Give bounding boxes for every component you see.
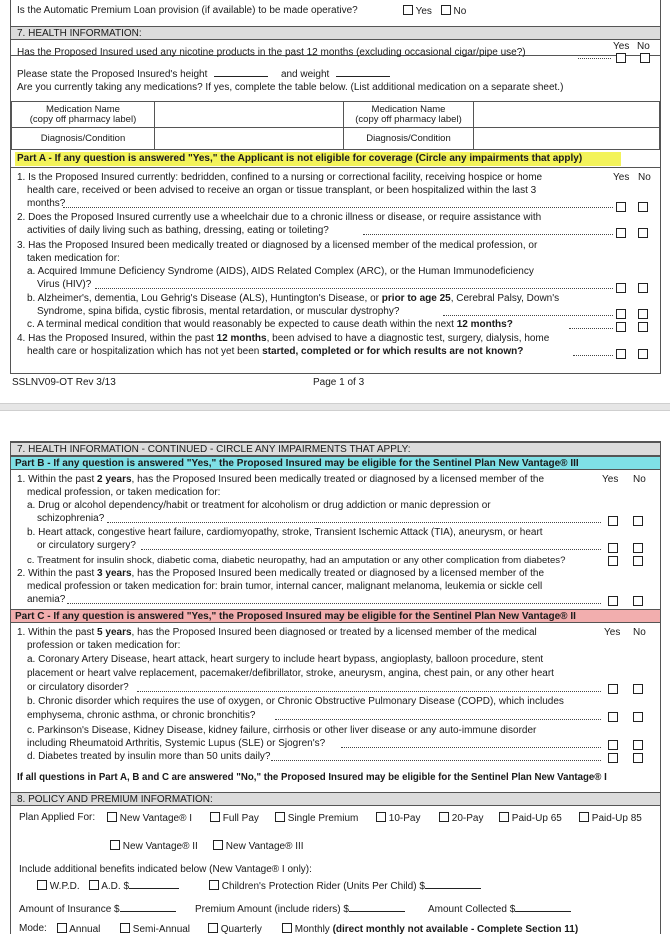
part-a-q4-yes-checkbox[interactable]	[616, 349, 626, 359]
apl-yes-label: Yes	[415, 6, 432, 17]
weight-field[interactable]	[336, 68, 390, 77]
diagnosis-cell-2[interactable]	[474, 128, 660, 150]
mode-semi-annual-checkbox[interactable]	[120, 923, 130, 933]
plan-nv3-checkbox[interactable]	[213, 840, 223, 850]
part-a-q2-line2: activities of daily living such as bathing, dressing, eating or toileting?	[27, 225, 329, 236]
part-c-yes-label: Yes	[604, 627, 621, 638]
part-b-q2-no-checkbox[interactable]	[633, 596, 643, 606]
height-label: Please state the Proposed Insured's height	[17, 69, 208, 80]
nicotine-no-checkbox[interactable]	[640, 53, 650, 63]
cpr-checkbox[interactable]	[209, 880, 219, 890]
part-b-q1c-yes-checkbox[interactable]	[608, 556, 618, 566]
additional-benefits-label: Include additional benefits indicated below (New Vantage® I only):	[19, 864, 312, 875]
height-weight-row	[17, 68, 390, 82]
plan-single-premium-checkbox[interactable]	[275, 812, 285, 822]
part-c-qd-yes-checkbox[interactable]	[608, 753, 618, 763]
mode-quarterly-checkbox[interactable]	[208, 923, 218, 933]
section-7-continued-header: 7. HEALTH INFORMATION - CONTINUED - CIRCLE ANY IMPAIRMENTS THAT APPLY:	[11, 442, 660, 456]
part-a-q4-no-checkbox[interactable]	[638, 349, 648, 359]
nicotine-question: Has the Proposed Insured used any nicotine products in the past 12 months (excluding occasional cigar/pipe use?)	[17, 47, 526, 58]
ad-checkbox[interactable]	[89, 880, 99, 890]
part-a-yes-label: Yes	[613, 172, 630, 183]
apl-no-checkbox[interactable]	[441, 5, 451, 15]
medications-question: Are you currently taking any medications? If yes, complete the table below. (List additional medication on a separate sheet.)	[17, 82, 564, 93]
part-c-qd: d. Diabetes treated by insulin more than 50 units daily?	[27, 751, 271, 762]
mode-label: Mode:	[19, 923, 47, 934]
part-c-qb-no-checkbox[interactable]	[633, 712, 643, 722]
part-a-q2-no-checkbox[interactable]	[638, 228, 648, 238]
part-b-q1a-line2: schizophrenia?	[37, 513, 105, 524]
part-c-qc-no-checkbox[interactable]	[633, 740, 643, 750]
part-c-q1-line2: profession or taken medication for:	[27, 640, 181, 651]
part-b-q2-line1: 2. Within the past 3 years, has the Proposed Insured been medically treated or diagnosed by a licensed member of the	[17, 568, 545, 579]
part-c-qc-line2: including Rheumatoid Arthritis, Systemic Lupus (SLE) or Sjogren's?	[27, 738, 326, 749]
part-b-q1b-no-checkbox[interactable]	[633, 543, 643, 553]
part-a-q3a-yes-checkbox[interactable]	[616, 283, 626, 293]
part-a-q3c: c. A terminal medical condition that would reasonably be expected to cause death within the next 12 months?	[27, 319, 513, 330]
form-id: SSLNV09-OT Rev 3/13	[12, 377, 116, 388]
part-a-q2-yes-checkbox[interactable]	[616, 228, 626, 238]
plan-applied-label: Plan Applied For:	[19, 812, 96, 823]
nicotine-yes-checkbox[interactable]	[616, 53, 626, 63]
part-b-q1-line1: 1. Within the past 2 years, has the Proposed Insured been medically treated or diagnosed by a licensed member of the	[17, 474, 545, 485]
part-b-q2-yes-checkbox[interactable]	[608, 596, 618, 606]
part-c-qa-line3: or circulatory disorder?	[27, 682, 129, 693]
part-a-q3c-yes-checkbox[interactable]	[616, 322, 626, 332]
part-a-q3b-yes-checkbox[interactable]	[616, 309, 626, 319]
part-b-q1a-yes-checkbox[interactable]	[608, 516, 618, 526]
part-a-q1-line3: months?	[27, 198, 66, 209]
apl-yes-checkbox[interactable]	[403, 5, 413, 15]
part-b-q1a-no-checkbox[interactable]	[633, 516, 643, 526]
weight-label: and weight	[280, 69, 330, 80]
part-b-q1c-no-checkbox[interactable]	[633, 556, 643, 566]
part-b-q1b-yes-checkbox[interactable]	[608, 543, 618, 553]
mode-monthly-checkbox[interactable]	[282, 923, 292, 933]
wpd-checkbox[interactable]	[37, 880, 47, 890]
part-b-q1b-line2: or circulatory surgery?	[37, 540, 136, 551]
page-number: Page 1 of 3	[313, 377, 365, 388]
part-c-no-label: No	[633, 627, 646, 638]
plan-nv2-checkbox[interactable]	[110, 840, 120, 850]
part-b-q1-line2: medical profession, or taken medication for:	[27, 487, 221, 498]
part-a-q4-line1: 4. Has the Proposed Insured, within the past 12 months, been advised to have a diagnostic test, surgery, dialysis, home	[17, 333, 550, 344]
part-a-q3c-no-checkbox[interactable]	[638, 322, 648, 332]
diagnosis-header-1: Diagnosis/Condition	[12, 128, 155, 150]
part-b-q2-line2: medical profession or taken medication for: brain tumor, internal cancer, malignant melanoma, leukemia or sickle cell	[27, 581, 543, 592]
ad-amount-field[interactable]	[129, 880, 179, 889]
part-b-q1a-line1: a. Drug or alcohol dependency/habit or treatment for alcoholism or drug addiction or manic depression or	[27, 500, 491, 511]
med-name-cell-2[interactable]	[474, 102, 660, 128]
diagnosis-header-2: Diagnosis/Condition	[344, 128, 474, 150]
medication-table	[11, 101, 660, 150]
apl-no-label: No	[453, 6, 467, 17]
nicotine-yes-label: Yes	[613, 41, 630, 52]
part-c-qd-no-checkbox[interactable]	[633, 753, 643, 763]
part-a-q3-line2: taken medication for:	[27, 253, 120, 264]
plan-10-pay-checkbox[interactable]	[376, 812, 386, 822]
part-a-q4-line2: health care or hospitalization which has not yet been started, completed or for which results are not known?	[27, 346, 524, 357]
amount-insurance-field[interactable]	[120, 903, 176, 912]
nicotine-no-label: No	[637, 41, 650, 52]
part-a-q3a-line1: a. Acquired Immune Deficiency Syndrome (AIDS), AIDS Related Complex (ARC), or the Human Immunodeficiency	[27, 266, 534, 277]
part-b-yes-label: Yes	[602, 474, 619, 485]
part-a-banner-row	[11, 152, 621, 166]
height-field[interactable]	[214, 68, 268, 77]
part-a-no-label: No	[638, 172, 651, 183]
amount-collected-field[interactable]	[515, 903, 571, 912]
part-a-q3b-no-checkbox[interactable]	[638, 309, 648, 319]
part-c-q1-line1: 1. Within the past 5 years, has the Proposed Insured been diagnosed or treated by a licensed member of the medical	[17, 627, 537, 638]
part-c-qa-line2: placement or heart valve replacement, pacemaker/defibrillator, stroke, aneurysm, angina, chest pain, or any other heart	[27, 668, 554, 679]
part-c-qa-no-checkbox[interactable]	[633, 684, 643, 694]
section-8-header: 8. POLICY AND PREMIUM INFORMATION:	[11, 792, 660, 806]
part-b-no-label: No	[633, 474, 646, 485]
part-c-qb-yes-checkbox[interactable]	[608, 712, 618, 722]
med-name-header-2: Medication Name (copy off pharmacy label)	[344, 102, 474, 128]
apl-question-row	[11, 5, 660, 18]
part-a-q3a-no-checkbox[interactable]	[638, 283, 648, 293]
eligibility-summary: If all questions in Part A, B and C are answered "No," the Proposed Insured may be eligible for the Sentinel Plan New Vantage® I	[17, 772, 607, 783]
monthly-note: (direct monthly not available - Complete Section 11)	[332, 924, 579, 935]
part-a-q2-line1: 2. Does the Proposed Insured currently use a wheelchair due to a chronic illness or disease, or require assistance with	[17, 212, 542, 223]
part-a-q1-yes-checkbox[interactable]	[616, 202, 626, 212]
part-b-q1b-line1: b. Heart attack, congestive heart failure, cardiomyopathy, stroke, Transient Ischemic Attack (TIA), aneurysm, or heart	[27, 527, 543, 538]
plan-20-pay-checkbox[interactable]	[439, 812, 449, 822]
part-a-banner: Part A - If any question is answered "Yes," the Applicant is not eligible for coverage (Circle any impairments that apply)	[15, 152, 621, 166]
nicotine-block	[11, 42, 660, 100]
part-c-qc-line1: c. Parkinson's Disease, Kidney Disease, kidney failure, cirrhosis or other liver disease or any auto-immune disorder	[27, 725, 537, 736]
mode-annual-checkbox[interactable]	[57, 923, 67, 933]
cpr-units-field[interactable]	[425, 880, 481, 889]
part-a-q1-line1: 1. Is the Proposed Insured currently: bedridden, confined to a nursing or correctional facility, receiving hospice or home	[17, 172, 543, 183]
section-7-header: 7. HEALTH INFORMATION:	[11, 26, 660, 40]
application-page-1	[10, 0, 661, 374]
part-b-q1c: c. Treatment for insulin shock, diabetic coma, diabetic neuropathy, had an amputation or any other complication from diabetes?	[27, 555, 566, 566]
part-a-q3b-line1: b. Alzheimer's, dementia, Lou Gehrig's Disease (ALS), Huntington's Disease, or prior to age 25, Cerebral Palsy, Down's	[27, 293, 560, 304]
application-page-2: 7. HEALTH INFORMATION - CONTINUED - CIRCLE ANY IMPAIRMENTS THAT APPLY: Part B - If any question is answered "Yes," the Proposed Insured may be eligible for the Sentinel Plan New Vantage® III Yes No 1. Within the past 2 years, has the Proposed Insured been medically treated or diagnosed by a licensed member of the medical profession, or taken medication for: a. Drug or alcohol dependency/habit or treatment for alcoholism or drug addiction or manic depression or schizophrenia? b. Heart attack, congestive heart failure, cardiomyopathy, stroke, Transient Ischemic Attack (TIA), aneurysm, or heart or circulatory surgery? c. Treatment for insulin shock, diabetic coma, diabetic neuropathy, had an amputation or any other complication from diabetes? 2. Within the past 3 years, has the Proposed Insured been medically treated or diagnosed by a licensed member of the medical profession or taken medication for: brain tumor, internal cancer, malignant melanoma, leukemia or sickle cell anemia? Part C - If any question is answered "Yes," the Proposed Insured may be eligible for the Sentinel Plan New Vantage® II Yes No 1. Within the past 5 years, has the Proposed Insured been diagnosed or treated by a licensed member of the medical profession or taken medication for: a. Coronary Artery Disease, heart attack, heart surgery to include heart bypass, angioplasty, balloon procedure, stent placement or heart valve replacement, pacemaker/defibrillator, stroke, aneurysm, angina, chest pain, or any other heart or circulatory disorder? b. Chronic disorder which requires the use of oxygen, or Chronic Obstructive Pulmonary Disease (COPD), which includes emphysema, chronic asthma, or chronic bronchitis? c. Parkinson's Disease, Kidney Disease, kidney failure, cirrhosis or other liver disease or any auto-immune disorder including Rheumatoid Arthritis, Systemic Lupus (SLE) or Sjogren's? d. Diabetes treated by insulin more than 50 units daily? If all questions in Part A, B and C are answered "No," the Proposed Insured may be eligible for the Sentinel Plan New Vantage® I 8. POLICY AND PREMIUM INFORMATION: Plan Applied For: New Vantage® I Full Pay Single Premium 10-Pay 20-Pay Paid-Up 65 Paid-Up 85 New Vantage® II New Vantage® III Include additional benefits indicated below (New Vantage® I only): W.P.D. A.D. $ Children's Protection Rider (Units Per Child) $ Amount of Insurance $ Premium Amount (include riders) $ Amount Collected $ Mode: Annual Semi-Annual Quarterly Monthly (direct monthly not available - Complete Section 11)	[10, 441, 661, 934]
med-name-cell-1[interactable]	[155, 102, 344, 128]
part-c-qb-line1: b. Chronic disorder which requires the use of oxygen, or Chronic Obstructive Pulmonary Disease (COPD), which includes	[27, 696, 564, 707]
part-a-q1-line2: health care, received or been advised to receive an organ or tissue transplant, or been hospitalized within the last 3	[27, 185, 537, 196]
part-c-qa-yes-checkbox[interactable]	[608, 684, 618, 694]
page-separator	[0, 403, 670, 411]
plan-row-1: Plan Applied For: New Vantage® I Full Pay Single Premium 10-Pay 20-Pay Paid-Up 65 Paid-Up 85	[19, 812, 642, 824]
med-name-header-1: Medication Name (copy off pharmacy label)	[12, 102, 155, 128]
part-a-q3b-line2: Syndrome, spina bifida, cystic fibrosis, mental retardation, or muscular dystrophy?	[37, 306, 400, 317]
apl-question: Is the Automatic Premium Loan provision (if available) to be made operative?	[17, 5, 358, 16]
plan-paid-up-85-checkbox[interactable]	[579, 812, 589, 822]
part-b-q2-line3: anemia?	[27, 594, 66, 605]
plan-full-pay-checkbox[interactable]	[210, 812, 220, 822]
premium-amount-field[interactable]	[349, 903, 405, 912]
diagnosis-cell-1[interactable]	[155, 128, 344, 150]
part-c-qb-line2: emphysema, chronic asthma, or chronic bronchitis?	[27, 710, 256, 721]
part-c-banner: Part C - If any question is answered "Yes," the Proposed Insured may be eligible for the Sentinel Plan New Vantage® II	[11, 609, 660, 623]
plan-nv1-checkbox[interactable]	[107, 812, 117, 822]
part-c-qa-line1: a. Coronary Artery Disease, heart attack, heart surgery to include heart bypass, angioplasty, balloon procedure, stent	[27, 654, 544, 665]
part-a-q1-no-checkbox[interactable]	[638, 202, 648, 212]
part-a-q3a-line2: Virus (HIV)?	[37, 279, 92, 290]
part-a-q3-line1: 3. Has the Proposed Insured been medically treated or diagnosed by a licensed member of the medical profession, or	[17, 240, 538, 251]
plan-paid-up-65-checkbox[interactable]	[499, 812, 509, 822]
part-c-qc-yes-checkbox[interactable]	[608, 740, 618, 750]
part-b-banner: Part B - If any question is answered "Yes," the Proposed Insured may be eligible for the Sentinel Plan New Vantage® III	[11, 456, 660, 470]
